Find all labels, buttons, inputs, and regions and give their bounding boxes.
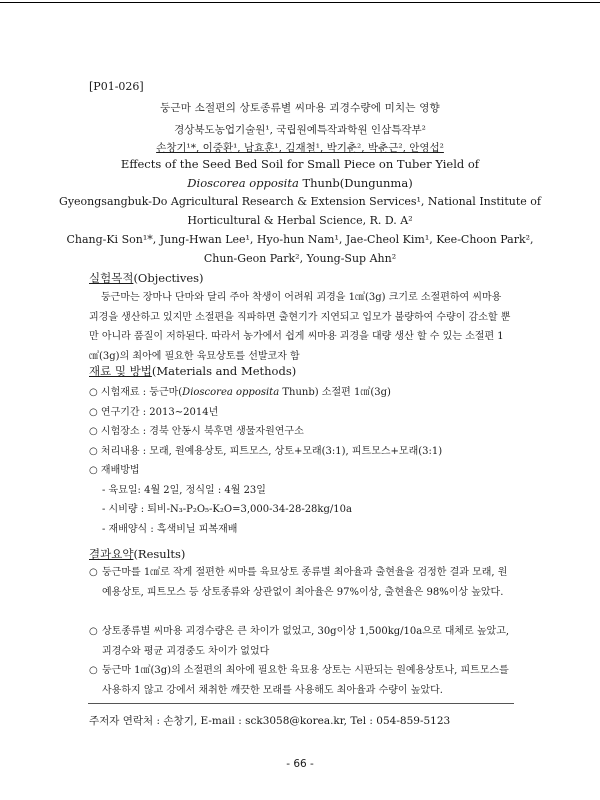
objectives-heading-kr: 실험목적 xyxy=(89,271,134,285)
abstract-code: [P01-026] xyxy=(89,80,144,93)
result-item xyxy=(89,661,515,700)
bullet: ○ xyxy=(89,665,98,676)
corresponding-author-contact: 주저자 연락처 : 손창기, E-mail : sck3058@korea.kr, Tel : 054-859-5123 xyxy=(89,715,451,727)
method-text: 처리내용 : 모래, 원예용상토, 피트모스, 상토+모래(3:1), 피트모스+모래(3:1) xyxy=(100,446,443,457)
bullet: ○ xyxy=(89,426,98,437)
footnote-divider xyxy=(88,703,514,704)
results-heading-en: (Results) xyxy=(133,547,186,561)
bullet: ○ xyxy=(89,567,98,578)
title-english-line1: Effects of the Seed Bed Soil for Small Piece on Tuber Yield of xyxy=(120,157,480,171)
method-item xyxy=(89,461,140,476)
top-border xyxy=(0,2,600,3)
bullet: ○ xyxy=(89,465,98,476)
bullet: ○ xyxy=(89,446,98,457)
authors-korean-text: 손창기¹*, 이중환¹, 남효훈¹, 김재철¹, 박기춘², 박춘근², 안영섭² xyxy=(156,142,444,154)
result-item xyxy=(89,622,515,661)
method-subitem: - 시비량 : 퇴비-N₃-P₂O₅-K₂O=3,000-34-28-28kg/10a xyxy=(102,504,352,515)
authors-korean xyxy=(0,140,600,155)
method-item xyxy=(89,442,442,457)
methods-heading-en: (Materials and Methods) xyxy=(151,364,297,378)
method-item xyxy=(89,422,304,437)
species-name: Dioscorea opposita xyxy=(182,387,280,398)
affiliation-korean: 경상북도농업기술원¹, 국립원예특작과학원 인삼특작부² xyxy=(174,124,426,136)
method-subitem: - 재배양식 : 흑색비닐 피복재배 xyxy=(102,524,238,535)
method-text: 재배방법 xyxy=(100,465,140,476)
bullet: ○ xyxy=(89,387,98,398)
method-text: 연구기간 : 2013∼2014년 xyxy=(100,407,219,418)
methods-heading-kr: 재료 및 방법 xyxy=(89,364,152,378)
page-number: - 66 - xyxy=(286,758,314,770)
objectives-heading-en: (Objectives) xyxy=(133,271,204,285)
species-name: Dioscorea opposita xyxy=(187,176,299,190)
objectives-heading xyxy=(89,270,204,286)
affiliation-english-line2: Horticultural & Herbal Science, R. D. A² xyxy=(187,214,413,227)
method-item xyxy=(89,383,391,398)
title-english-rest: Thunb(Dungunma) xyxy=(298,176,413,190)
result-text: 둥근마 1㎤(3g)의 소절편의 최아에 필요한 육묘용 상토는 시판되는 원예용상토나, 피트모스를 사용하지 않고 강에서 채취한 깨끗한 모래를 사용해도 최아율과 수량이 높았다. xyxy=(102,665,509,696)
result-text: 둥근마를 1㎤로 작게 절편한 씨마를 육묘상토 종류별 최아율과 출현율을 검정한 결과 모래, 원예용상토, 피트모스 등 상토종류와 상관없이 최아율은 97%이상, 출현율은 98%이상 높았다. xyxy=(102,567,508,598)
method-item xyxy=(89,403,218,418)
result-text: 상토종류별 씨마용 괴경수량은 큰 차이가 없었고, 30g이상 1,500kg/10a으로 대체로 높았고, 괴경수와 평균 괴경중도 차이가 없었다 xyxy=(102,626,510,657)
affiliation-english-line1: Gyeongsangbuk-Do Agricultural Research & Extension Services¹, National Institute of xyxy=(59,195,541,208)
authors-english-line1: Chang-Ki Son¹*, Jung-Hwan Lee¹, Hyo-hun Nam¹, Jae-Cheol Kim¹, Kee-Choon Park², xyxy=(66,233,534,246)
methods-heading xyxy=(89,363,296,379)
result-item xyxy=(89,563,515,602)
method-text: 시험장소 : 경북 안동시 북후면 생물자원연구소 xyxy=(100,426,304,437)
results-heading xyxy=(89,546,185,562)
method-text: 시험재료 : 둥근마( xyxy=(100,387,183,398)
bullet: ○ xyxy=(89,626,98,637)
method-text-rest: Thunb) 소절편 1㎤(3g) xyxy=(279,387,391,398)
title-english-line2 xyxy=(0,176,600,190)
authors-english-line2: Chun-Geon Park², Young-Sup Ahn² xyxy=(203,252,397,265)
objectives-text: 둥근마는 장마나 단마와 달리 주아 착생이 어려워 괴경을 1㎤(3g) 크기로 소절편하여 씨마용 괴경을 생산하고 있지만 소절편을 직파하면 출현기가 지연되고 입모가 불량하여 수량이 감소할 뿐만 아니라 품질이 저하된다. 따라서 농가에서 쉽게 씨마용 괴경을 대량 생산 할 수 있는 소절편 1㎤(3g)의 최아에 필요한 육묘상토를 선발코자 함 xyxy=(89,292,511,362)
bullet: ○ xyxy=(89,407,98,418)
objectives-paragraph xyxy=(89,288,513,366)
method-subitem: - 육묘일: 4월 2일, 정식일 : 4월 23일 xyxy=(102,485,266,496)
title-korean: 둥근마 소절편의 상토종류별 씨마용 괴경수량에 미치는 영향 xyxy=(160,102,440,114)
results-heading-kr: 결과요약 xyxy=(89,547,134,561)
